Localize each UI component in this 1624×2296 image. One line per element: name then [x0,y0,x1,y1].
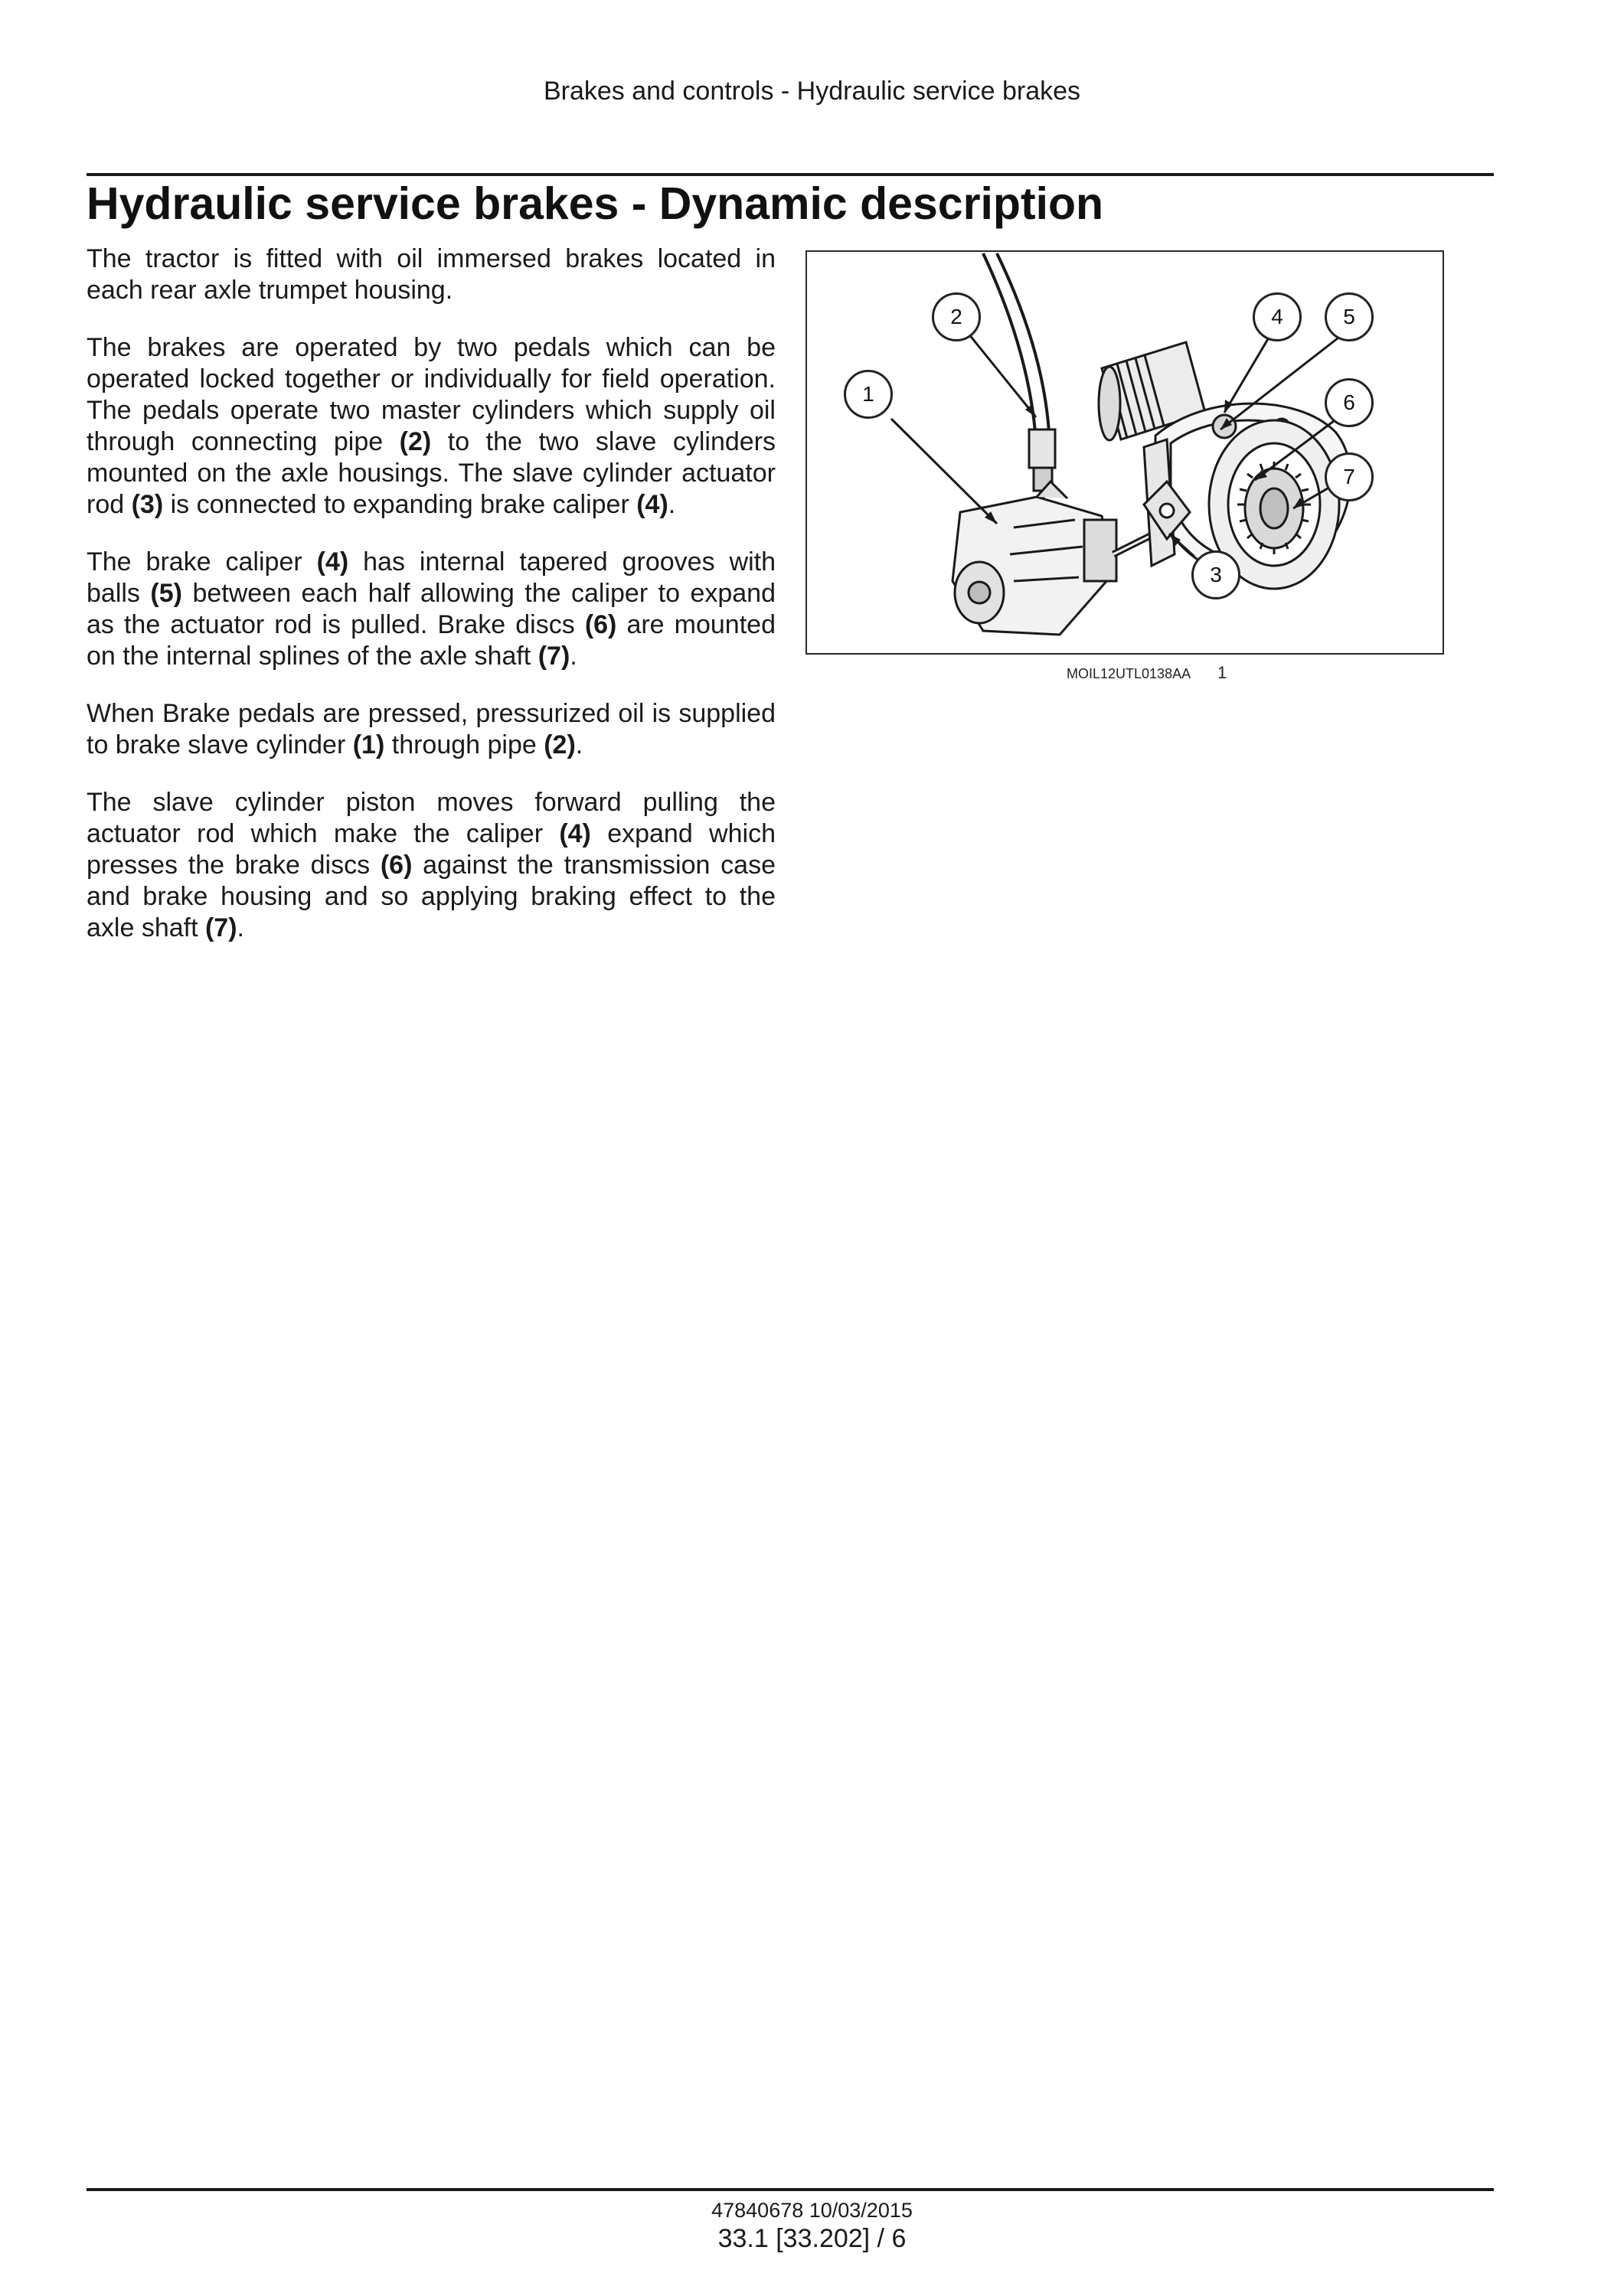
text-run: to the two slave cylinders mounted on the axle housings. The slave cylinder actuator rod [87,427,776,519]
item-reference: (2) [399,427,432,456]
connecting-pipe-inner [997,253,1049,432]
brake-assembly-figure [805,250,1444,655]
figure-number: 1 [1217,663,1227,682]
item-reference: (1) [352,730,385,759]
running-header: Brakes and controls - Hydraulic service brakes [543,77,1081,106]
item-reference: (4) [636,490,668,519]
text-run: . [237,913,244,942]
footer-rule [87,2188,1494,2191]
item-reference: (4) [559,819,591,848]
paragraph-1 [87,243,776,306]
text-run: has internal tapered grooves with balls [87,547,776,608]
footer-page-reference: 33.1 [33.202] / 6 [717,2224,907,2253]
paragraph-2 [87,332,776,521]
paragraph-5 [87,787,776,944]
text-run: When Brake pedals are pressed, pressurized oil is supplied to brake slave cylinder [87,699,776,759]
page-title: Hydraulic service brakes - Dynamic description [87,178,1104,229]
text-run: The brakes are operated by two pedals which can be operated locked together or individually for field operation. The pedals operate two master cylinders which supply oil through connecting pipe [87,333,776,456]
item-reference: (7) [538,642,570,671]
item-reference: (7) [204,913,237,942]
item-reference: (3) [131,490,164,519]
item-reference: (5) [150,579,182,608]
pipe-fitting [1029,429,1055,468]
callout-1: 1 [844,370,893,419]
header-rule [87,173,1494,176]
callout-2: 2 [932,292,981,341]
footer-document-reference: 47840678 10/03/2015 [711,2199,913,2222]
callout-6: 6 [1325,378,1374,427]
text-run: . [668,490,676,519]
callout-5: 5 [1325,292,1374,341]
figure-code: MOIL12UTL0138AA [1067,666,1191,681]
text-run: is connected to expanding brake caliper [163,490,637,519]
text-run: The slave cylinder piston moves forward pulling the actuator rod which make the caliper [87,788,776,848]
leader-1 [891,419,997,524]
paragraph-4 [87,698,776,761]
text-run: The tractor is fitted with oil immersed brakes located in each rear axle trumpet housing. [87,244,776,305]
item-reference: (2) [544,730,576,759]
text-run: The brake caliper [87,547,317,576]
item-reference: (4) [316,547,349,576]
callout-7: 7 [1325,452,1374,501]
text-run: between each half allowing the caliper to expand as the actuator rod is pulled. Brake discs [87,579,776,639]
item-reference: (6) [584,610,617,639]
text-run: . [575,730,583,759]
callout-3: 3 [1191,550,1240,599]
text-run: through pipe [384,730,544,759]
callout-4: 4 [1253,292,1302,341]
text-run: . [570,642,577,671]
text-run: are mounted on the internal splines of the axle shaft [87,610,776,671]
text-run: against the transmission case and brake housing and so applying braking effect to the axle shaft [87,851,776,942]
leader-4 [1224,330,1273,413]
item-reference: (6) [380,851,413,880]
body-text [87,243,776,970]
text-run: expand which presses the brake discs [87,819,776,880]
paragraph-3 [87,547,776,672]
